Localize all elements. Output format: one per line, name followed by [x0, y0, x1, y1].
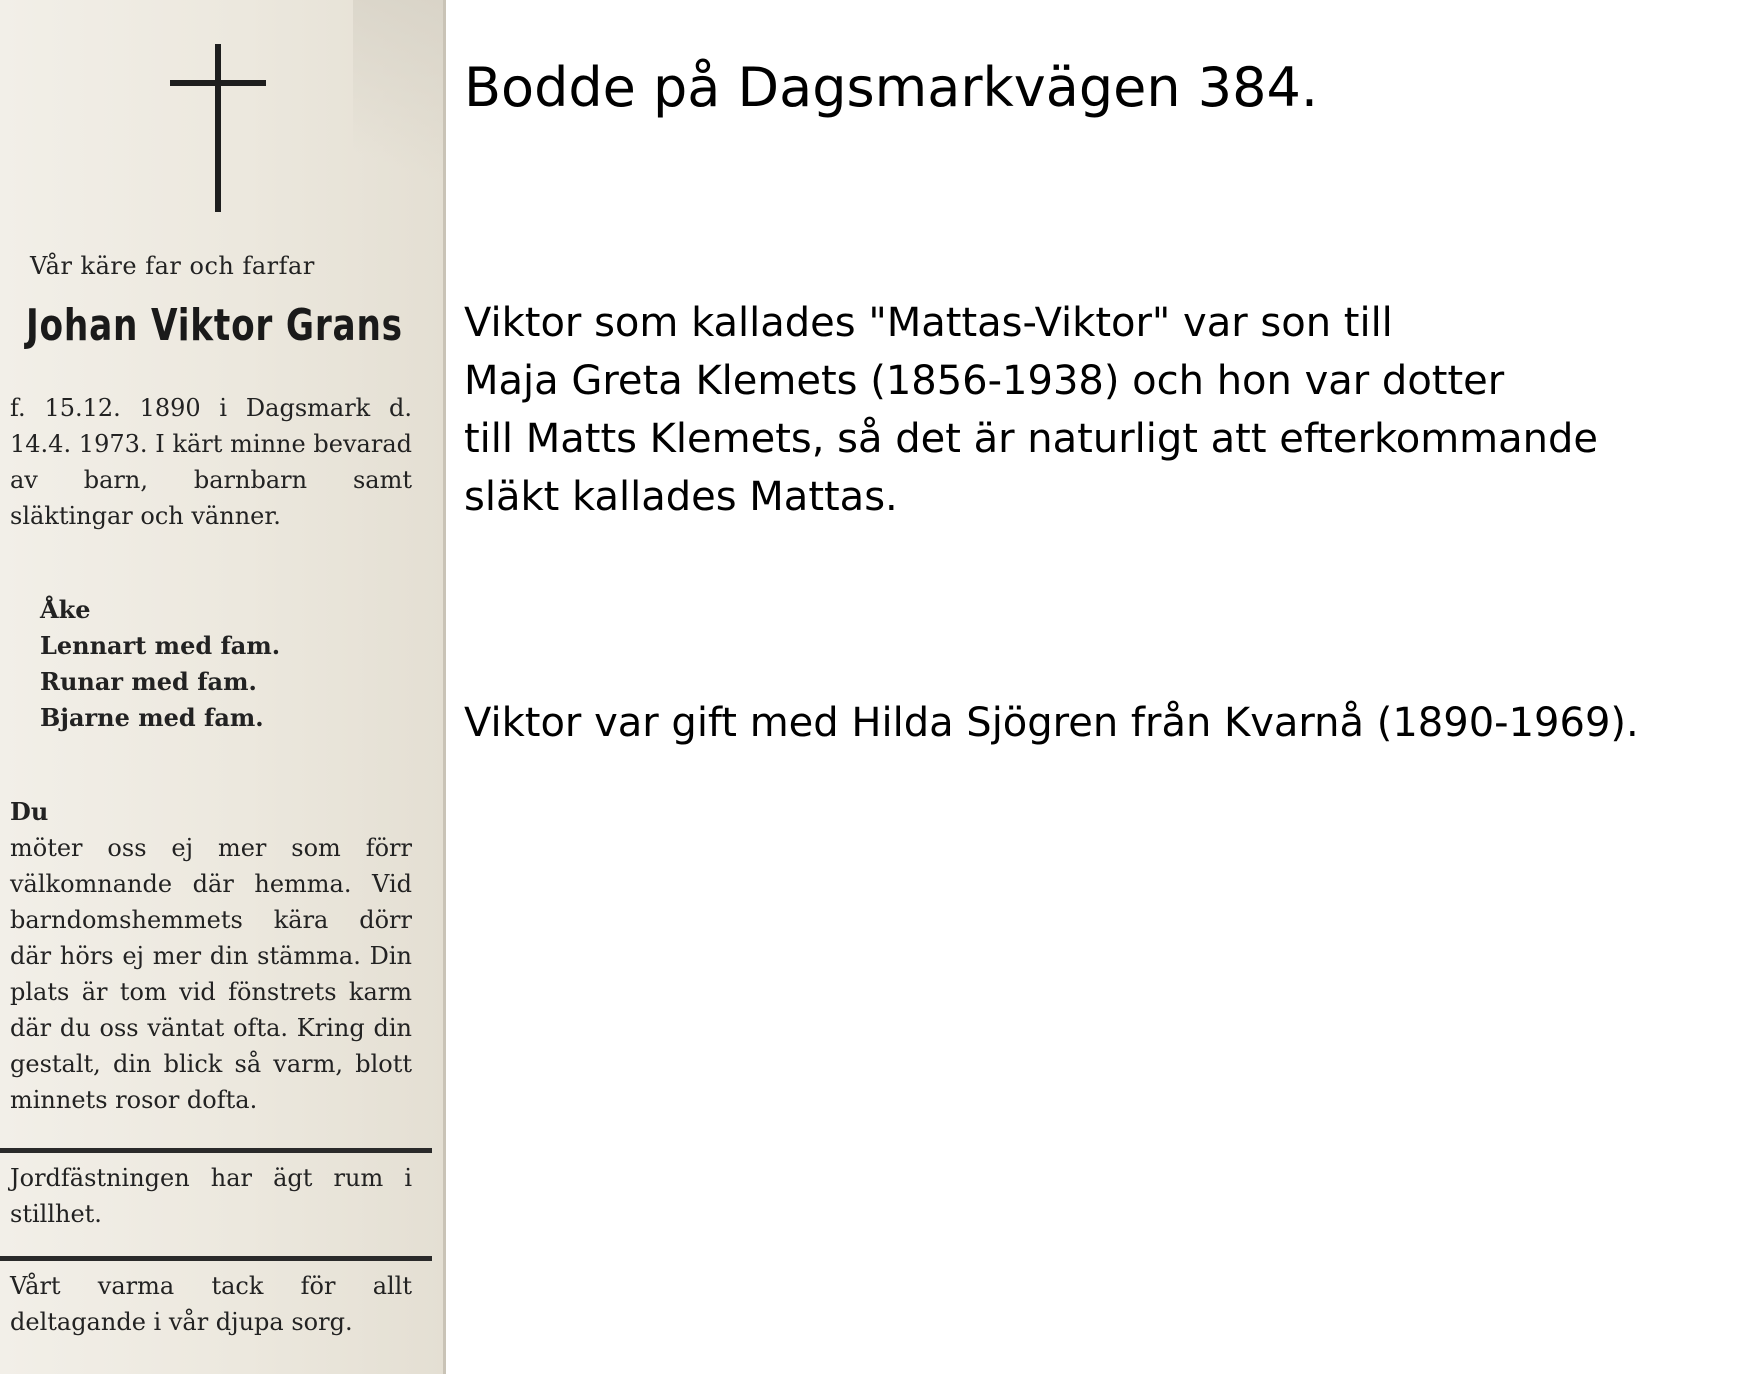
deceased-name: Johan Viktor Grans	[26, 300, 403, 351]
lineage-line: Maja Greta Klemets (1856-1938) och hon var dotter	[464, 358, 1505, 404]
obituary-intro: Vår käre far och farfar	[30, 252, 315, 280]
family-member: Åke	[40, 595, 91, 624]
family-member: Runar med fam.	[40, 667, 257, 696]
divider	[0, 1148, 432, 1153]
lineage-line: till Matts Klemets, så det är naturligt att efterkommande	[464, 416, 1598, 462]
lineage-note	[464, 294, 1598, 526]
verse-text: möter oss ej mer som förr välkomnande där hemma. Vid barndomshemmets kära dörr där hörs ej mer din stämma. Din plats är tom vid fönstrets karm där du oss väntat ofta. Kring din gestalt, din blick så varm, blott minnets rosor dofta.	[10, 834, 412, 1114]
family-member: Lennart med fam.	[40, 631, 281, 660]
address-note: Bodde på Dagsmarkvägen 384.	[464, 56, 1318, 119]
memorial-verse	[10, 758, 412, 1118]
family-member: Bjarne med fam.	[40, 703, 264, 732]
family-list	[40, 592, 280, 736]
verse-first-word: Du	[10, 797, 49, 826]
obituary-bio: f. 15.12. 1890 i Dagsmark d. 14.4. 1973. I kärt minne bevarad av barn, barnbarn samt släktingar och vänner.	[10, 394, 412, 530]
divider	[0, 1256, 432, 1261]
lineage-line: släkt kallades Mattas.	[464, 474, 898, 520]
thanks-notice: Vårt varma tack för allt deltagande i vår djupa sorg.	[10, 1272, 412, 1336]
funeral-notice: Jordfästningen har ägt rum i stillhet.	[10, 1164, 412, 1228]
cross-icon	[170, 44, 266, 212]
lineage-line: Viktor som kallades "Mattas-Viktor" var son till	[464, 300, 1393, 346]
obituary-clipping	[0, 0, 446, 1374]
marriage-note: Viktor var gift med Hilda Sjögren från Kvarnå (1890-1969).	[464, 700, 1639, 746]
